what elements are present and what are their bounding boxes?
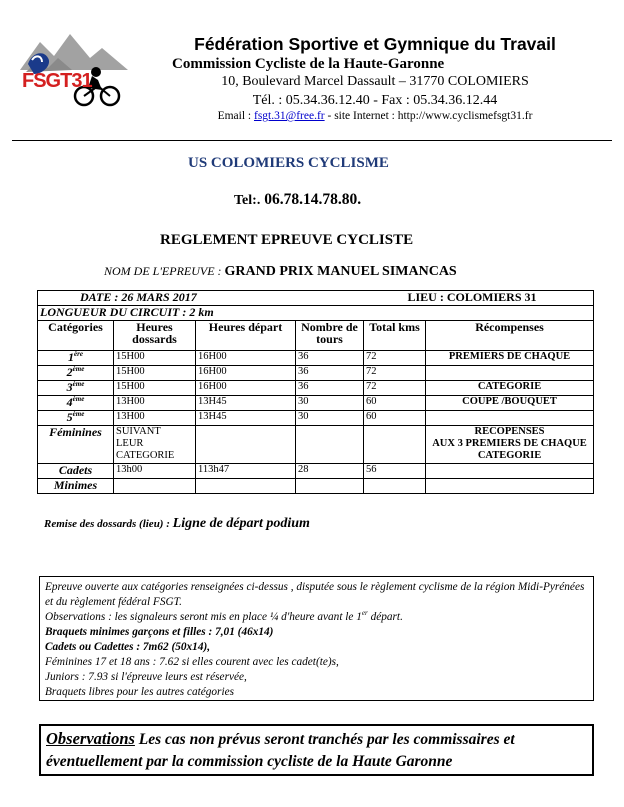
- conditions-line: Braquets libres pour les autres catégories: [45, 686, 234, 698]
- phone-fax: Tél. : 05.34.36.12.40 - Fax : 05.34.36.12.44: [252, 93, 498, 108]
- email-label: Email :: [217, 110, 254, 122]
- row-dossard: 15H00: [114, 381, 196, 396]
- row-depart: 16H00: [196, 366, 296, 381]
- remise-value: Ligne de départ podium: [172, 516, 310, 531]
- row-category: 2ème: [38, 366, 114, 381]
- fem-dossard-line: SUIVANT: [116, 426, 161, 437]
- row-tours: 36: [296, 381, 364, 396]
- row-tours: [296, 426, 364, 464]
- event-name-label: NOM DE L'EPREUVE :: [104, 264, 225, 278]
- conditions-line: Juniors : 7.93 si l'épreuve leurs est réservée,: [45, 671, 247, 683]
- row-kms: 60: [364, 396, 426, 411]
- fem-rec-line: CATEGORIE: [477, 450, 542, 461]
- row-kms: 56: [364, 464, 426, 479]
- fem-dossard-line: LEUR: [116, 438, 144, 449]
- fem-rec-line: AUX 3 PREMIERS DE CHAQUE: [432, 438, 587, 449]
- row-dossard: [114, 426, 196, 464]
- event-name: GRAND PRIX MANUEL SIMANCAS: [224, 264, 457, 279]
- row-tours: 30: [296, 411, 364, 426]
- row-dossard: 13H00: [114, 411, 196, 426]
- fem-dossard-line: CATEGORIE: [116, 450, 175, 461]
- fem-rec-line: RECOPENSES: [474, 426, 545, 437]
- row-tours: 30: [296, 396, 364, 411]
- page-title: REGLEMENT EPREUVE CYCLISTE: [160, 232, 414, 248]
- row-tours: 36: [296, 366, 364, 381]
- conditions-line: Epreuve ouverte aux catégories renseignées ci-dessus , disputée sous le règlement cyclisme de la région Midi-Pyrénées et du règlement fédéral FSGT.: [45, 581, 585, 608]
- address: 10, Boulevard Marcel Dassault – 31770 COLOMIERS: [221, 74, 529, 89]
- observations-label: Observations: [46, 729, 135, 748]
- circuit-length: LONGUEUR DU CIRCUIT : 2 km: [38, 306, 594, 321]
- row-kms: [364, 479, 426, 494]
- federation-name: Fédération Sportive et Gymnique du Travail: [194, 34, 556, 54]
- row-recompense: [426, 366, 594, 381]
- conditions-line: Observations : les signaleurs seront mis en place ¼ d'heure avant le 1er départ.: [45, 609, 403, 623]
- row-dossard: 15H00: [114, 351, 196, 366]
- table-header: [38, 321, 594, 351]
- row-depart: 16H00: [196, 381, 296, 396]
- event-place: LIEU : COLOMIERS 31: [407, 290, 537, 304]
- row-kms: [364, 426, 426, 464]
- conditions-line: Féminines 17 et 18 ans : 7.62 si elles courent avec les cadet(te)s,: [45, 656, 339, 668]
- table-row-cadets: [38, 464, 594, 479]
- row-depart: 113h47: [196, 464, 296, 479]
- col-heures-dossards: Heures dossards: [114, 321, 196, 351]
- row-dossard: 13h00: [114, 464, 196, 479]
- table-row: [38, 396, 594, 411]
- row-depart: 13H45: [196, 411, 296, 426]
- club-name: US COLOMIERS CYCLISME: [188, 155, 389, 171]
- website: - site Internet : http://www.cyclismefsgt31.fr: [324, 110, 533, 122]
- row-kms: 60: [364, 411, 426, 426]
- conditions-line: Braquets minimes garçons et filles : 7,01 (46x14): [45, 626, 274, 638]
- row-recompense: PREMIERS DE CHAQUE: [426, 351, 594, 366]
- conditions-line: Cadets ou Cadettes : 7m62 (50x14),: [45, 641, 211, 653]
- row-category: Féminines: [38, 426, 114, 464]
- row-recompense: CATEGORIE: [426, 381, 594, 396]
- row-recompense: [426, 411, 594, 426]
- row-category: Minimes: [38, 479, 114, 494]
- col-recompenses: Récompenses: [426, 321, 594, 351]
- row-dossard: [114, 479, 196, 494]
- row-category: 3ème: [38, 381, 114, 396]
- row-depart: [196, 479, 296, 494]
- event-date: DATE : 26 MARS 2017: [80, 290, 197, 304]
- row-tours: 28: [296, 464, 364, 479]
- event-name-line: [104, 262, 457, 280]
- table-row-minimes: [38, 479, 594, 494]
- row-category: Cadets: [38, 464, 114, 479]
- row-tours: [296, 479, 364, 494]
- observations-text: Les cas non prévus seront tranchés par les commissaires et éventuellement par la commission cycliste de la Haute Garonne: [46, 731, 515, 770]
- col-nombre-tours: Nombre de tours: [296, 321, 364, 351]
- row-recompense: COUPE /BOUQUET: [426, 396, 594, 411]
- header-divider: [12, 140, 612, 141]
- col-heures-depart: Heures départ: [196, 321, 296, 351]
- logo-text: FSGT31: [22, 70, 92, 92]
- email-link[interactable]: fsgt.31@free.fr: [253, 110, 325, 122]
- observations-box: [39, 724, 594, 776]
- table-row: [38, 366, 594, 381]
- commission-name: Commission Cycliste de la Haute-Garonne: [172, 56, 445, 72]
- table-row: [38, 351, 594, 366]
- email-line: [140, 110, 610, 122]
- row-dossard: 15H00: [114, 366, 196, 381]
- row-kms: 72: [364, 366, 426, 381]
- date-row: [38, 291, 594, 306]
- race-table: [37, 290, 594, 494]
- remise-label: Remise des dossards (lieu) :: [44, 518, 173, 530]
- row-depart: 13H45: [196, 396, 296, 411]
- row-recompense: [426, 479, 594, 494]
- remise-dossards: [44, 514, 310, 532]
- table-row-feminines: [38, 426, 594, 464]
- row-tours: 36: [296, 351, 364, 366]
- circuit-row: [38, 306, 594, 321]
- row-recompense: [426, 426, 594, 464]
- row-recompense: [426, 464, 594, 479]
- tel-prefix: Tel:.: [234, 193, 261, 208]
- row-category: 5ème: [38, 411, 114, 426]
- row-kms: 72: [364, 351, 426, 366]
- tel-number: 06.78.14.78.80.: [260, 191, 362, 208]
- table-row: [38, 411, 594, 426]
- row-depart: 16H00: [196, 351, 296, 366]
- row-category: 1ère: [38, 351, 114, 366]
- row-category: 4ème: [38, 396, 114, 411]
- row-depart: [196, 426, 296, 464]
- col-total-kms: Total kms: [364, 321, 426, 351]
- col-categories: Catégories: [38, 321, 114, 351]
- club-phone: [234, 191, 361, 209]
- row-dossard: 13H00: [114, 396, 196, 411]
- row-kms: 72: [364, 381, 426, 396]
- table-row: [38, 381, 594, 396]
- conditions-box: [39, 576, 594, 701]
